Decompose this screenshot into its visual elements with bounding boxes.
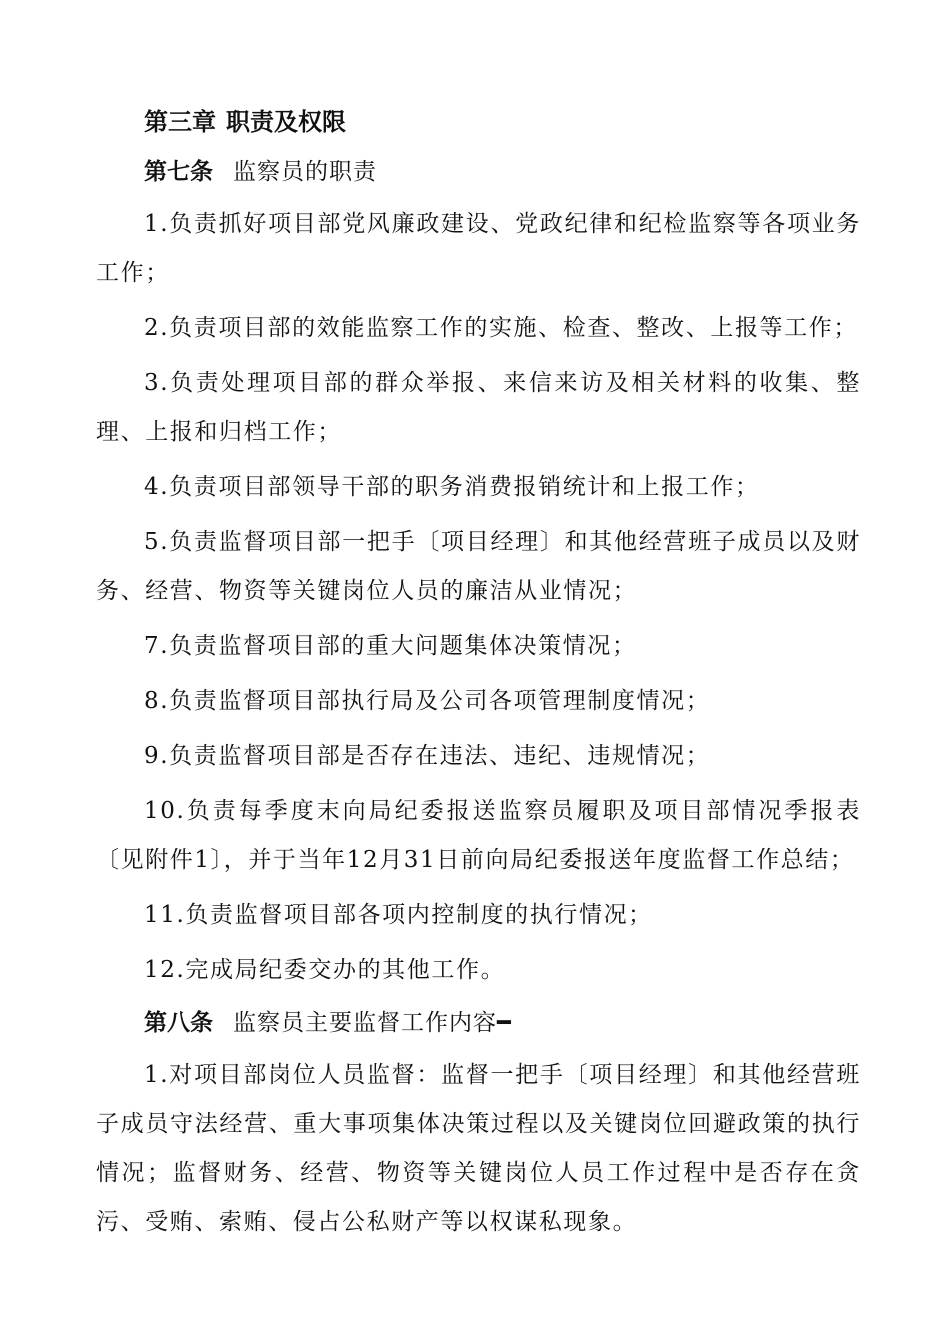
duty-item-9: 9.负责监督项目部是否存在违法、违纪、违规情况；: [144, 743, 711, 769]
duty-item-11: 11.负责监督项目部各项内控制度的执行情况；: [144, 902, 653, 928]
duty-item-7: 7.负责监督项目部的重大问题集体决策情况；: [144, 633, 637, 659]
article-8-title: 监察员主要监督工作内容━: [233, 1010, 512, 1036]
duty-item-2: 2.负责项目部的效能监察工作的实施、检查、整改、上报等工作；: [144, 315, 858, 341]
chapter-heading: [96, 100, 861, 144]
article-8-label: 第八条: [144, 1010, 213, 1036]
duty-item-3: 3.负责处理项目部的群众举报、来信来访及相关材料的收集、整理、上报和归档工作；: [96, 370, 861, 445]
supervision-item-1: 1.对项目部岗位人员监督：监督一把手〔项目经理〕和其他经营班子成员守法经营、重大事项集体决策过程以及关键岗位回避政策的执行情况；监督财务、经营、物资等关键岗位人员工作过程中是否存在贪污、受贿、索贿、侵占公私财产等以权谋私现象。: [96, 1062, 861, 1235]
duty-item-1: 1.负责抓好项目部党风廉政建设、党政纪律和纪检监察等各项业务工作；: [96, 211, 861, 286]
article-7-title: 监察员的职责: [233, 159, 377, 185]
chapter-number: 第三章: [144, 108, 216, 136]
duty-item-10: 10.负责每季度末向局纪委报送监察员履职及项目部情况季报表〔见附件1〕，并于当年12月31日前向局纪委报送年度监督工作总结；: [96, 798, 861, 873]
document-body: [96, 100, 861, 1247]
article-7-label: 第七条: [144, 159, 213, 185]
duty-item-12: 12.完成局纪委交办的其他工作。: [144, 957, 506, 983]
article-8-heading: [96, 1001, 861, 1045]
duty-item-5: 5.负责监督项目部一把手〔项目经理〕和其他经营班子成员以及财务、经营、物资等关键岗位人员的廉洁从业情况；: [96, 529, 861, 604]
chapter-title: 职责及权限: [226, 108, 346, 136]
duty-item-8: 8.负责监督项目部执行局及公司各项管理制度情况；: [144, 688, 711, 714]
duty-item-4: 4.负责项目部领导干部的职务消费报销统计和上报工作；: [144, 474, 760, 500]
article-7-heading: [96, 150, 861, 194]
